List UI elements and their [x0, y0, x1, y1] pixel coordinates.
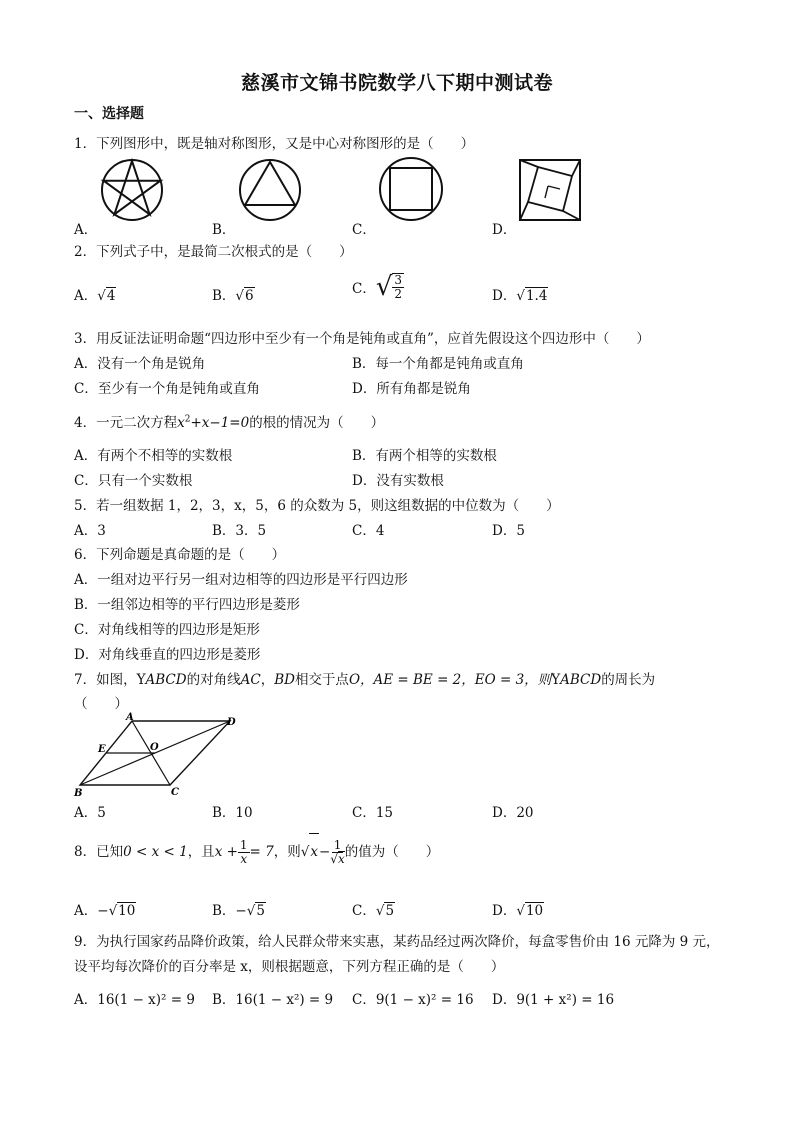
q7-label-b: B: [74, 788, 83, 799]
q8-condition-1: 0 < x < 1: [123, 844, 188, 860]
q8-frac-numerator: 1: [239, 838, 248, 852]
q7-label-d: D: [227, 717, 236, 728]
q7-label-o: O: [150, 742, 159, 753]
q1-option-b: B．: [212, 222, 236, 238]
q3-option-c: C．至少有一个角是钝角或直角: [74, 381, 260, 397]
question-9-stem-line-1: 9．为执行国家药品降价政策，给人民群众带来实惠，某药品经过两次降价，每盒零售价由 16 元降为 9 元，: [74, 934, 720, 950]
q8-option-c: C．√5: [352, 903, 395, 919]
q2-option-a-radicand: 4: [106, 288, 116, 304]
q8-stem-prefix: 8．已知: [74, 844, 124, 860]
question-7-answer-paren: （ ）: [74, 696, 128, 712]
q4-option-d: D．没有实数根: [352, 473, 444, 489]
q3-option-b: B．每一个角都是钝角或直角: [352, 356, 524, 372]
q8-option-c-radicand: 5: [385, 903, 395, 919]
q7-label-e: E: [98, 744, 106, 755]
q7-label-a: A: [126, 712, 134, 723]
q2-option-b-label: B．: [212, 288, 236, 304]
q8-option-d-radicand: 10: [525, 903, 544, 919]
question-8-stem: 8．已知0 < x < 1，且x + $\frac{1}{x}$ = 7，则√x− $\frac{1}{√x}$ 的值为（ ）: [74, 833, 439, 870]
q7-parallelogram-symbol-2: Y: [551, 672, 561, 688]
q4-option-b: B．有两个相等的实数根: [352, 448, 497, 464]
q7-comma: ，: [260, 672, 275, 688]
q9-option-b: B．16(1 − x²) = 9: [212, 992, 334, 1008]
question-3-stem: 3．用反证法证明命题“四边形中至少有一个角是钝角或直角”，应首先假设这个四边形中（ ）: [74, 331, 650, 347]
q1-option-c: C．: [352, 222, 376, 238]
q7-stem-tail: 的周长为: [601, 672, 656, 688]
q8-frac2-numerator: 1: [333, 838, 342, 852]
q6-option-a: A．一组对边平行另一组对边相等的四边形是平行四边形: [74, 572, 408, 588]
q2-option-d: D．√1.4: [492, 288, 548, 304]
q8-option-b-label: B．: [212, 903, 236, 919]
q2-option-d-radicand: 1.4: [525, 288, 548, 304]
q7-parallelogram-name-2: ABCD: [560, 672, 602, 688]
q8-option-a-label: A．: [74, 903, 98, 919]
q8-condition-2-prefix: x +: [214, 844, 238, 860]
q2-option-a-label: A．: [74, 288, 98, 304]
q8-option-b-radicand: 5: [256, 903, 265, 919]
q7-diagonal-ac: AC: [240, 672, 261, 688]
q1-figure-a-star-in-circle: [100, 158, 164, 222]
q8-frac-denominator: x: [240, 852, 248, 866]
q1-option-a: A．: [74, 222, 98, 238]
q7-option-a: A．5: [74, 805, 106, 821]
q2-option-b: B．√6: [212, 288, 254, 304]
q5-option-b: B．3．5: [212, 523, 267, 539]
q8-stem-and: ，且: [187, 844, 215, 860]
q9-option-a: A．16(1 − x)² = 9: [74, 992, 195, 1008]
q8-option-d-label: D．: [492, 903, 517, 919]
q7-parallelogram-name: ABCD: [145, 672, 187, 688]
q4-stem-suffix: 的根的情况为（ ）: [249, 415, 385, 431]
q8-expr-radicand: x: [309, 833, 319, 870]
q7-point-o: O: [348, 672, 361, 688]
question-2-stem: 2．下列式子中，是最简二次根式的是（ ）: [74, 244, 353, 260]
q8-stem-tail: 的值为（ ）: [344, 844, 440, 860]
q9-option-c: C．9(1 − x)² = 16: [352, 992, 474, 1008]
q3-option-d: D．所有角都是锐角: [352, 381, 471, 397]
q7-stem-intersect: 相交于点: [294, 672, 349, 688]
q4-option-a: A．有两个不相等的实数根: [74, 448, 233, 464]
q7-option-d: D．20: [492, 805, 534, 821]
q2-option-c-label: C．: [352, 281, 376, 297]
q2-option-c-denominator: 2: [394, 287, 403, 301]
q6-option-d: D．对角线垂直的四边形是菱形: [74, 647, 261, 663]
q8-frac2-denominator: x: [337, 852, 345, 866]
q9-option-d: D．9(1 + x²) = 16: [492, 992, 615, 1008]
q7-stem-diagonals: 的对角线: [186, 672, 241, 688]
q7-option-b: B．10: [212, 805, 253, 821]
q8-option-b: B．−√5: [212, 903, 265, 919]
question-1-stem: 1．下列图形中，既是轴对称图形，又是中心对称图形的是（ ）: [74, 136, 475, 152]
q8-option-a-radicand: 10: [118, 903, 136, 919]
q7-conditions: ，AE = BE = 2，EO = 3，则: [360, 672, 552, 688]
q8-option-a: A．−√10: [74, 903, 136, 919]
q1-option-d: D．: [492, 222, 517, 238]
q2-option-b-radicand: 6: [245, 288, 254, 304]
q2-option-a: A．√4: [74, 288, 116, 304]
q8-stem-then: ，则: [273, 844, 301, 860]
q8-option-a-sign: −: [97, 903, 109, 919]
q2-option-c: C．√ $\frac{3}{2}$: [352, 272, 403, 302]
question-5-stem: 5．若一组数据 1，2，3，x，5，6 的众数为 5，则这组数据的中位数为（ ）: [74, 498, 560, 514]
q4-option-c: C．只有一个实数根: [74, 473, 193, 489]
q4-equation-exponent: 2: [184, 414, 191, 425]
q1-figure-b-triangle-in-circle: [238, 158, 302, 222]
section-heading: 一、选择题: [74, 106, 144, 122]
q8-expr-minus: −: [318, 844, 331, 860]
q5-option-a: A．3: [74, 523, 106, 539]
q4-equation-rest: +x−1=0: [190, 415, 250, 431]
question-6-stem: 6．下列命题是真命题的是（ ）: [74, 547, 286, 563]
q7-stem-prefix: 7．如图，: [74, 672, 137, 688]
q1-figure-c-square-in-circle: [378, 156, 444, 222]
q4-stem-prefix: 4．一元二次方程: [74, 415, 178, 431]
q4-equation-x: x: [177, 415, 185, 431]
q7-parallelogram-symbol: Y: [136, 672, 146, 688]
q1-figure-d-nested-squares: [518, 158, 582, 222]
q6-option-c: C．对角线相等的四边形是矩形: [74, 622, 260, 638]
q7-option-c: C．15: [352, 805, 394, 821]
question-9-stem-line-2: 设平均每次降价的百分率是 x，则根据题意，下列方程正确的是（ ）: [74, 959, 505, 975]
q7-diagonal-bd: BD: [274, 672, 295, 688]
q8-option-d: D．√10: [492, 903, 544, 919]
question-4-stem: [74, 411, 384, 431]
q5-option-d: D．5: [492, 523, 525, 539]
q5-option-c: C．4: [352, 523, 385, 539]
q8-option-b-sign: −: [235, 903, 247, 919]
question-7-stem: [74, 668, 655, 688]
q8-option-c-label: C．: [352, 903, 376, 919]
q8-condition-2-suffix: = 7: [249, 844, 274, 860]
q7-parallelogram-figure: [70, 712, 250, 799]
q3-option-a: A．没有一个角是锐角: [74, 356, 206, 372]
q6-option-b: B．一组邻边相等的平行四边形是菱形: [74, 597, 300, 613]
q2-option-c-numerator: 3: [394, 273, 403, 287]
q7-label-c: C: [171, 787, 179, 798]
page-title: 慈溪市文锦书院数学八下期中测试卷: [240, 72, 553, 94]
q2-option-d-label: D．: [492, 288, 517, 304]
